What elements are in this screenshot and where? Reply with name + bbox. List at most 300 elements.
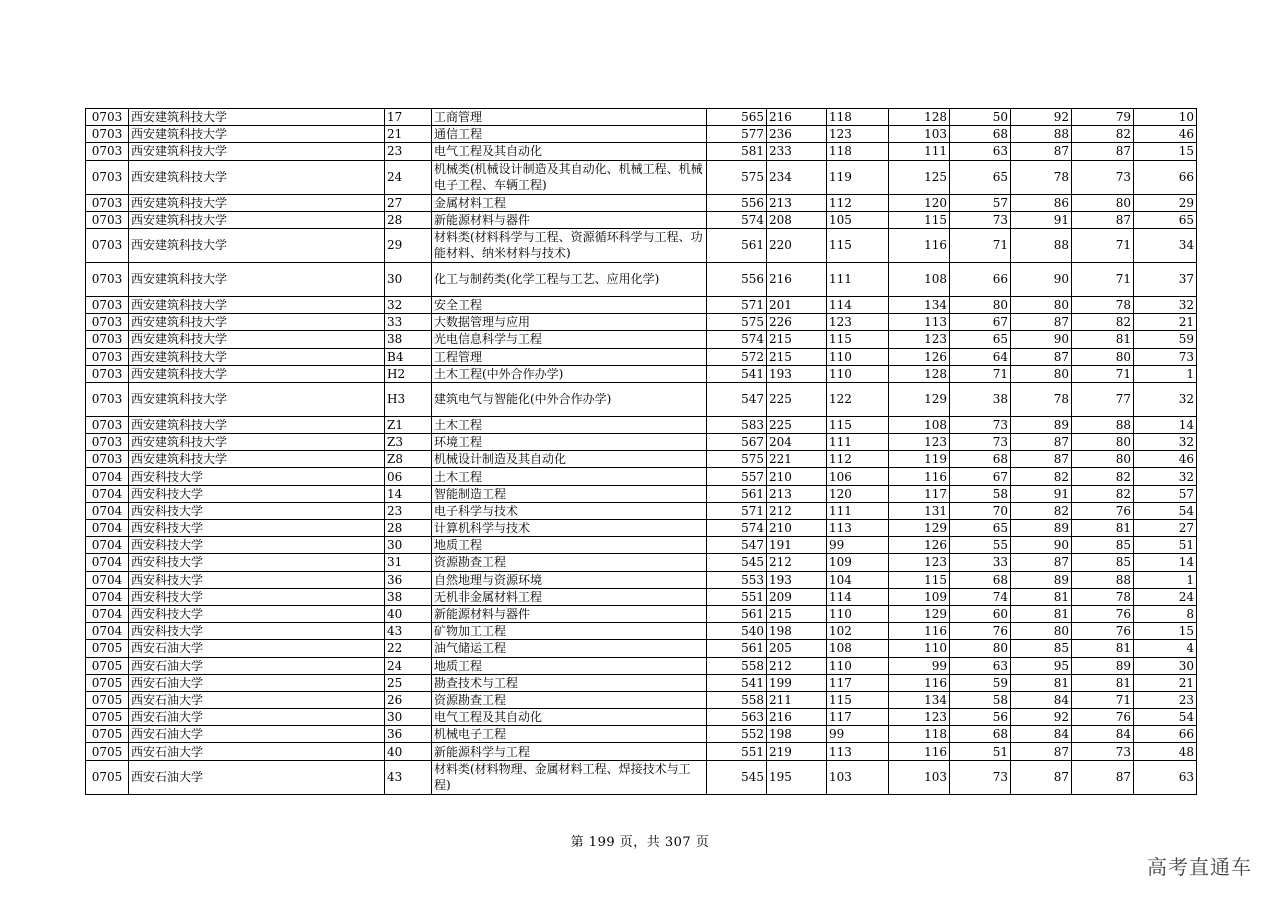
score-col-5-cell: 63 <box>950 657 1011 674</box>
score-col-6-cell: 91 <box>1011 485 1072 502</box>
score-col-5-cell: 80 <box>950 640 1011 657</box>
score-col-3-cell: 104 <box>827 571 889 588</box>
school-name-cell: 西安建筑科技大学 <box>129 331 385 348</box>
school-code-cell: 0703 <box>86 143 129 160</box>
score-col-6-cell: 78 <box>1011 382 1072 416</box>
score-col-5-cell: 66 <box>950 262 1011 296</box>
table-row <box>86 709 1197 726</box>
major-name-cell: 新能源材料与器件 <box>432 211 707 228</box>
major-name-cell: 勘查技术与工程 <box>432 674 707 691</box>
school-name-cell: 西安石油大学 <box>129 640 385 657</box>
total-score-cell: 574 <box>707 520 767 537</box>
score-col-4-cell: 113 <box>889 314 950 331</box>
major-code-cell: H3 <box>385 382 432 416</box>
score-col-7-cell: 89 <box>1072 657 1134 674</box>
score-col-5-cell: 64 <box>950 348 1011 365</box>
score-col-5-cell: 65 <box>950 520 1011 537</box>
score-col-2-cell: 225 <box>767 382 827 416</box>
major-code-cell: 29 <box>385 228 432 262</box>
score-col-5-cell: 67 <box>950 468 1011 485</box>
major-name-cell: 资源勘查工程 <box>432 554 707 571</box>
school-name-cell: 西安石油大学 <box>129 726 385 743</box>
school-code-cell: 0703 <box>86 348 129 365</box>
total-score-cell: 572 <box>707 348 767 365</box>
score-col-2-cell: 211 <box>767 691 827 708</box>
school-name-cell: 西安科技大学 <box>129 554 385 571</box>
score-col-3-cell: 115 <box>827 691 889 708</box>
score-col-3-cell: 103 <box>827 760 889 794</box>
major-code-cell: 30 <box>385 537 432 554</box>
table-row <box>86 554 1197 571</box>
score-col-2-cell: 199 <box>767 674 827 691</box>
total-score-cell: 574 <box>707 211 767 228</box>
score-col-2-cell: 210 <box>767 520 827 537</box>
major-code-cell: 31 <box>385 554 432 571</box>
school-code-cell: 0703 <box>86 160 129 194</box>
score-col-3-cell: 111 <box>827 434 889 451</box>
school-name-cell: 西安科技大学 <box>129 623 385 640</box>
major-name-cell: 地质工程 <box>432 657 707 674</box>
school-code-cell: 0703 <box>86 194 129 211</box>
school-code-cell: 0704 <box>86 485 129 502</box>
score-col-8-cell: 8 <box>1134 605 1197 622</box>
score-col-6-cell: 81 <box>1011 588 1072 605</box>
total-score-cell: 561 <box>707 640 767 657</box>
major-name-cell: 机械设计制造及其自动化 <box>432 451 707 468</box>
score-col-8-cell: 51 <box>1134 537 1197 554</box>
score-col-5-cell: 65 <box>950 331 1011 348</box>
score-col-2-cell: 193 <box>767 365 827 382</box>
score-col-6-cell: 87 <box>1011 314 1072 331</box>
score-col-8-cell: 59 <box>1134 331 1197 348</box>
score-col-5-cell: 57 <box>950 194 1011 211</box>
score-col-4-cell: 128 <box>889 109 950 126</box>
score-col-3-cell: 115 <box>827 331 889 348</box>
table-row <box>86 537 1197 554</box>
total-score-cell: 581 <box>707 143 767 160</box>
score-col-3-cell: 112 <box>827 194 889 211</box>
score-col-5-cell: 73 <box>950 760 1011 794</box>
score-col-7-cell: 76 <box>1072 502 1134 519</box>
score-col-4-cell: 129 <box>889 382 950 416</box>
score-col-8-cell: 24 <box>1134 588 1197 605</box>
score-col-3-cell: 118 <box>827 143 889 160</box>
table-row <box>86 382 1197 416</box>
score-col-6-cell: 89 <box>1011 416 1072 433</box>
major-code-cell: 26 <box>385 691 432 708</box>
score-col-2-cell: 212 <box>767 554 827 571</box>
major-code-cell: 23 <box>385 502 432 519</box>
table-row <box>86 262 1197 296</box>
school-name-cell: 西安科技大学 <box>129 571 385 588</box>
school-name-cell: 西安建筑科技大学 <box>129 365 385 382</box>
score-col-5-cell: 60 <box>950 605 1011 622</box>
score-col-3-cell: 117 <box>827 674 889 691</box>
score-col-2-cell: 201 <box>767 296 827 313</box>
major-code-cell: 17 <box>385 109 432 126</box>
major-name-cell: 机械类(机械设计制造及其自动化、机械工程、机械电子工程、车辆工程) <box>432 160 707 194</box>
score-col-4-cell: 123 <box>889 434 950 451</box>
major-code-cell: 30 <box>385 709 432 726</box>
score-col-4-cell: 125 <box>889 160 950 194</box>
major-name-cell: 土木工程 <box>432 416 707 433</box>
score-col-4-cell: 134 <box>889 296 950 313</box>
total-score-cell: 556 <box>707 262 767 296</box>
major-name-cell: 资源勘查工程 <box>432 691 707 708</box>
total-score-cell: 540 <box>707 623 767 640</box>
score-col-7-cell: 81 <box>1072 520 1134 537</box>
score-col-4-cell: 123 <box>889 554 950 571</box>
score-col-4-cell: 126 <box>889 348 950 365</box>
admission-score-table <box>85 108 1197 795</box>
major-code-cell: 21 <box>385 126 432 143</box>
table-row <box>86 520 1197 537</box>
score-col-6-cell: 84 <box>1011 726 1072 743</box>
score-col-8-cell: 37 <box>1134 262 1197 296</box>
score-col-3-cell: 105 <box>827 211 889 228</box>
major-name-cell: 电气工程及其自动化 <box>432 143 707 160</box>
score-col-7-cell: 73 <box>1072 743 1134 760</box>
major-name-cell: 光电信息科学与工程 <box>432 331 707 348</box>
total-score-cell: 545 <box>707 554 767 571</box>
table-row <box>86 228 1197 262</box>
total-score-cell: 567 <box>707 434 767 451</box>
score-col-2-cell: 195 <box>767 760 827 794</box>
table-row <box>86 160 1197 194</box>
major-code-cell: 27 <box>385 194 432 211</box>
score-col-2-cell: 213 <box>767 194 827 211</box>
score-col-2-cell: 209 <box>767 588 827 605</box>
major-code-cell: 25 <box>385 674 432 691</box>
school-code-cell: 0703 <box>86 416 129 433</box>
score-col-6-cell: 87 <box>1011 143 1072 160</box>
score-col-5-cell: 71 <box>950 228 1011 262</box>
school-name-cell: 西安石油大学 <box>129 657 385 674</box>
school-name-cell: 西安建筑科技大学 <box>129 109 385 126</box>
table-row <box>86 296 1197 313</box>
total-score-cell: 545 <box>707 760 767 794</box>
major-name-cell: 环境工程 <box>432 434 707 451</box>
score-col-5-cell: 59 <box>950 674 1011 691</box>
school-name-cell: 西安石油大学 <box>129 691 385 708</box>
score-col-3-cell: 114 <box>827 588 889 605</box>
score-col-2-cell: 220 <box>767 228 827 262</box>
score-col-5-cell: 67 <box>950 314 1011 331</box>
score-col-8-cell: 14 <box>1134 416 1197 433</box>
score-col-4-cell: 134 <box>889 691 950 708</box>
major-name-cell: 安全工程 <box>432 296 707 313</box>
major-name-cell: 计算机科学与技术 <box>432 520 707 537</box>
major-code-cell: 43 <box>385 760 432 794</box>
school-code-cell: 0703 <box>86 262 129 296</box>
score-col-7-cell: 81 <box>1072 674 1134 691</box>
score-col-3-cell: 119 <box>827 160 889 194</box>
major-name-cell: 大数据管理与应用 <box>432 314 707 331</box>
score-col-6-cell: 90 <box>1011 331 1072 348</box>
school-code-cell: 0705 <box>86 760 129 794</box>
score-col-6-cell: 95 <box>1011 657 1072 674</box>
score-col-8-cell: 1 <box>1134 571 1197 588</box>
score-col-5-cell: 68 <box>950 451 1011 468</box>
table-row <box>86 194 1197 211</box>
score-col-5-cell: 65 <box>950 160 1011 194</box>
school-name-cell: 西安建筑科技大学 <box>129 434 385 451</box>
score-col-8-cell: 73 <box>1134 348 1197 365</box>
score-col-4-cell: 109 <box>889 588 950 605</box>
table-row <box>86 451 1197 468</box>
score-col-5-cell: 80 <box>950 296 1011 313</box>
major-name-cell: 工程管理 <box>432 348 707 365</box>
table-row <box>86 657 1197 674</box>
score-col-4-cell: 131 <box>889 502 950 519</box>
score-col-2-cell: 221 <box>767 451 827 468</box>
table-row <box>86 674 1197 691</box>
score-col-3-cell: 118 <box>827 109 889 126</box>
total-score-cell: 575 <box>707 160 767 194</box>
score-col-7-cell: 77 <box>1072 382 1134 416</box>
score-col-3-cell: 102 <box>827 623 889 640</box>
score-col-5-cell: 58 <box>950 485 1011 502</box>
score-col-6-cell: 87 <box>1011 434 1072 451</box>
school-name-cell: 西安石油大学 <box>129 760 385 794</box>
score-col-6-cell: 90 <box>1011 262 1072 296</box>
total-score-cell: 558 <box>707 657 767 674</box>
school-name-cell: 西安建筑科技大学 <box>129 416 385 433</box>
school-code-cell: 0705 <box>86 657 129 674</box>
school-code-cell: 0703 <box>86 228 129 262</box>
score-col-6-cell: 80 <box>1011 623 1072 640</box>
score-col-5-cell: 73 <box>950 434 1011 451</box>
score-col-8-cell: 32 <box>1134 382 1197 416</box>
table-row <box>86 726 1197 743</box>
table-row <box>86 314 1197 331</box>
table-row <box>86 485 1197 502</box>
school-code-cell: 0705 <box>86 709 129 726</box>
major-code-cell: Z8 <box>385 451 432 468</box>
table-row <box>86 623 1197 640</box>
score-col-8-cell: 30 <box>1134 657 1197 674</box>
major-name-cell: 建筑电气与智能化(中外合作办学) <box>432 382 707 416</box>
major-code-cell: H2 <box>385 365 432 382</box>
score-col-8-cell: 54 <box>1134 502 1197 519</box>
school-name-cell: 西安建筑科技大学 <box>129 126 385 143</box>
score-col-8-cell: 15 <box>1134 143 1197 160</box>
score-col-7-cell: 80 <box>1072 434 1134 451</box>
score-col-6-cell: 84 <box>1011 691 1072 708</box>
score-col-3-cell: 99 <box>827 726 889 743</box>
score-col-4-cell: 116 <box>889 674 950 691</box>
total-score-cell: 551 <box>707 743 767 760</box>
score-col-6-cell: 90 <box>1011 537 1072 554</box>
major-code-cell: 40 <box>385 743 432 760</box>
major-name-cell: 新能源科学与工程 <box>432 743 707 760</box>
table-body <box>86 109 1197 795</box>
major-name-cell: 土木工程 <box>432 468 707 485</box>
total-score-cell: 552 <box>707 726 767 743</box>
school-code-cell: 0704 <box>86 623 129 640</box>
total-score-cell: 561 <box>707 228 767 262</box>
score-col-7-cell: 71 <box>1072 228 1134 262</box>
school-name-cell: 西安科技大学 <box>129 537 385 554</box>
total-score-cell: 563 <box>707 709 767 726</box>
school-name-cell: 西安建筑科技大学 <box>129 160 385 194</box>
school-name-cell: 西安科技大学 <box>129 485 385 502</box>
score-col-7-cell: 82 <box>1072 314 1134 331</box>
school-code-cell: 0703 <box>86 296 129 313</box>
major-name-cell: 工商管理 <box>432 109 707 126</box>
table-row <box>86 571 1197 588</box>
table-row <box>86 760 1197 794</box>
major-name-cell: 自然地理与资源环境 <box>432 571 707 588</box>
score-col-5-cell: 50 <box>950 109 1011 126</box>
school-name-cell: 西安石油大学 <box>129 743 385 760</box>
score-col-5-cell: 51 <box>950 743 1011 760</box>
major-code-cell: 40 <box>385 605 432 622</box>
score-col-6-cell: 86 <box>1011 194 1072 211</box>
score-col-2-cell: 225 <box>767 416 827 433</box>
school-name-cell: 西安建筑科技大学 <box>129 382 385 416</box>
score-col-7-cell: 88 <box>1072 571 1134 588</box>
score-col-3-cell: 122 <box>827 382 889 416</box>
total-score-cell: 575 <box>707 451 767 468</box>
score-col-3-cell: 114 <box>827 296 889 313</box>
score-col-7-cell: 87 <box>1072 760 1134 794</box>
school-code-cell: 0703 <box>86 451 129 468</box>
score-col-4-cell: 103 <box>889 126 950 143</box>
score-col-4-cell: 99 <box>889 657 950 674</box>
score-col-2-cell: 193 <box>767 571 827 588</box>
school-name-cell: 西安石油大学 <box>129 674 385 691</box>
score-col-4-cell: 115 <box>889 571 950 588</box>
total-score-cell: 577 <box>707 126 767 143</box>
score-col-7-cell: 85 <box>1072 554 1134 571</box>
table-row <box>86 143 1197 160</box>
score-col-3-cell: 99 <box>827 537 889 554</box>
total-score-cell: 547 <box>707 537 767 554</box>
score-col-6-cell: 82 <box>1011 468 1072 485</box>
school-name-cell: 西安建筑科技大学 <box>129 451 385 468</box>
score-col-5-cell: 70 <box>950 502 1011 519</box>
score-col-6-cell: 89 <box>1011 571 1072 588</box>
score-col-5-cell: 56 <box>950 709 1011 726</box>
table-row <box>86 434 1197 451</box>
score-col-2-cell: 212 <box>767 657 827 674</box>
school-name-cell: 西安科技大学 <box>129 468 385 485</box>
major-code-cell: 28 <box>385 211 432 228</box>
score-col-6-cell: 87 <box>1011 348 1072 365</box>
score-col-8-cell: 21 <box>1134 674 1197 691</box>
score-col-5-cell: 58 <box>950 691 1011 708</box>
score-col-2-cell: 233 <box>767 143 827 160</box>
score-col-3-cell: 117 <box>827 709 889 726</box>
score-col-7-cell: 80 <box>1072 194 1134 211</box>
score-col-7-cell: 78 <box>1072 296 1134 313</box>
score-col-8-cell: 1 <box>1134 365 1197 382</box>
school-code-cell: 0704 <box>86 537 129 554</box>
score-col-2-cell: 198 <box>767 726 827 743</box>
major-code-cell: 24 <box>385 657 432 674</box>
score-col-3-cell: 115 <box>827 416 889 433</box>
score-col-4-cell: 108 <box>889 262 950 296</box>
score-col-7-cell: 71 <box>1072 691 1134 708</box>
school-code-cell: 0703 <box>86 434 129 451</box>
school-code-cell: 0704 <box>86 468 129 485</box>
score-col-4-cell: 120 <box>889 194 950 211</box>
school-code-cell: 0703 <box>86 126 129 143</box>
score-col-8-cell: 14 <box>1134 554 1197 571</box>
major-name-cell: 油气储运工程 <box>432 640 707 657</box>
score-col-6-cell: 87 <box>1011 743 1072 760</box>
major-code-cell: Z1 <box>385 416 432 433</box>
score-col-7-cell: 80 <box>1072 451 1134 468</box>
major-name-cell: 金属材料工程 <box>432 194 707 211</box>
total-score-cell: 561 <box>707 485 767 502</box>
school-code-cell: 0703 <box>86 365 129 382</box>
table-row <box>86 126 1197 143</box>
score-col-2-cell: 210 <box>767 468 827 485</box>
score-col-3-cell: 115 <box>827 228 889 262</box>
score-col-8-cell: 32 <box>1134 434 1197 451</box>
score-col-8-cell: 66 <box>1134 160 1197 194</box>
school-code-cell: 0705 <box>86 691 129 708</box>
score-col-4-cell: 116 <box>889 468 950 485</box>
score-col-5-cell: 38 <box>950 382 1011 416</box>
school-code-cell: 0704 <box>86 502 129 519</box>
score-col-4-cell: 115 <box>889 211 950 228</box>
table-row <box>86 743 1197 760</box>
score-col-8-cell: 23 <box>1134 691 1197 708</box>
total-score-cell: 561 <box>707 605 767 622</box>
score-col-6-cell: 87 <box>1011 760 1072 794</box>
total-score-cell: 558 <box>707 691 767 708</box>
score-col-6-cell: 92 <box>1011 109 1072 126</box>
score-col-4-cell: 118 <box>889 726 950 743</box>
score-col-3-cell: 110 <box>827 605 889 622</box>
major-code-cell: 38 <box>385 331 432 348</box>
score-col-2-cell: 215 <box>767 348 827 365</box>
school-code-cell: 0705 <box>86 640 129 657</box>
school-name-cell: 西安建筑科技大学 <box>129 262 385 296</box>
school-code-cell: 0703 <box>86 211 129 228</box>
score-col-8-cell: 65 <box>1134 211 1197 228</box>
score-col-8-cell: 29 <box>1134 194 1197 211</box>
score-col-7-cell: 84 <box>1072 726 1134 743</box>
total-score-cell: 583 <box>707 416 767 433</box>
score-col-5-cell: 76 <box>950 623 1011 640</box>
total-score-cell: 571 <box>707 296 767 313</box>
score-col-5-cell: 68 <box>950 126 1011 143</box>
school-code-cell: 0705 <box>86 743 129 760</box>
total-score-cell: 541 <box>707 365 767 382</box>
score-col-7-cell: 76 <box>1072 605 1134 622</box>
table-row <box>86 211 1197 228</box>
major-name-cell: 机械电子工程 <box>432 726 707 743</box>
major-code-cell: 32 <box>385 296 432 313</box>
table-row <box>86 468 1197 485</box>
table-row <box>86 365 1197 382</box>
school-code-cell: 0705 <box>86 674 129 691</box>
score-col-5-cell: 74 <box>950 588 1011 605</box>
score-col-3-cell: 106 <box>827 468 889 485</box>
school-name-cell: 西安科技大学 <box>129 502 385 519</box>
score-col-4-cell: 108 <box>889 416 950 433</box>
score-col-2-cell: 219 <box>767 743 827 760</box>
table-row <box>86 416 1197 433</box>
score-col-6-cell: 81 <box>1011 605 1072 622</box>
score-col-7-cell: 82 <box>1072 126 1134 143</box>
school-code-cell: 0704 <box>86 588 129 605</box>
major-name-cell: 矿物加工工程 <box>432 623 707 640</box>
